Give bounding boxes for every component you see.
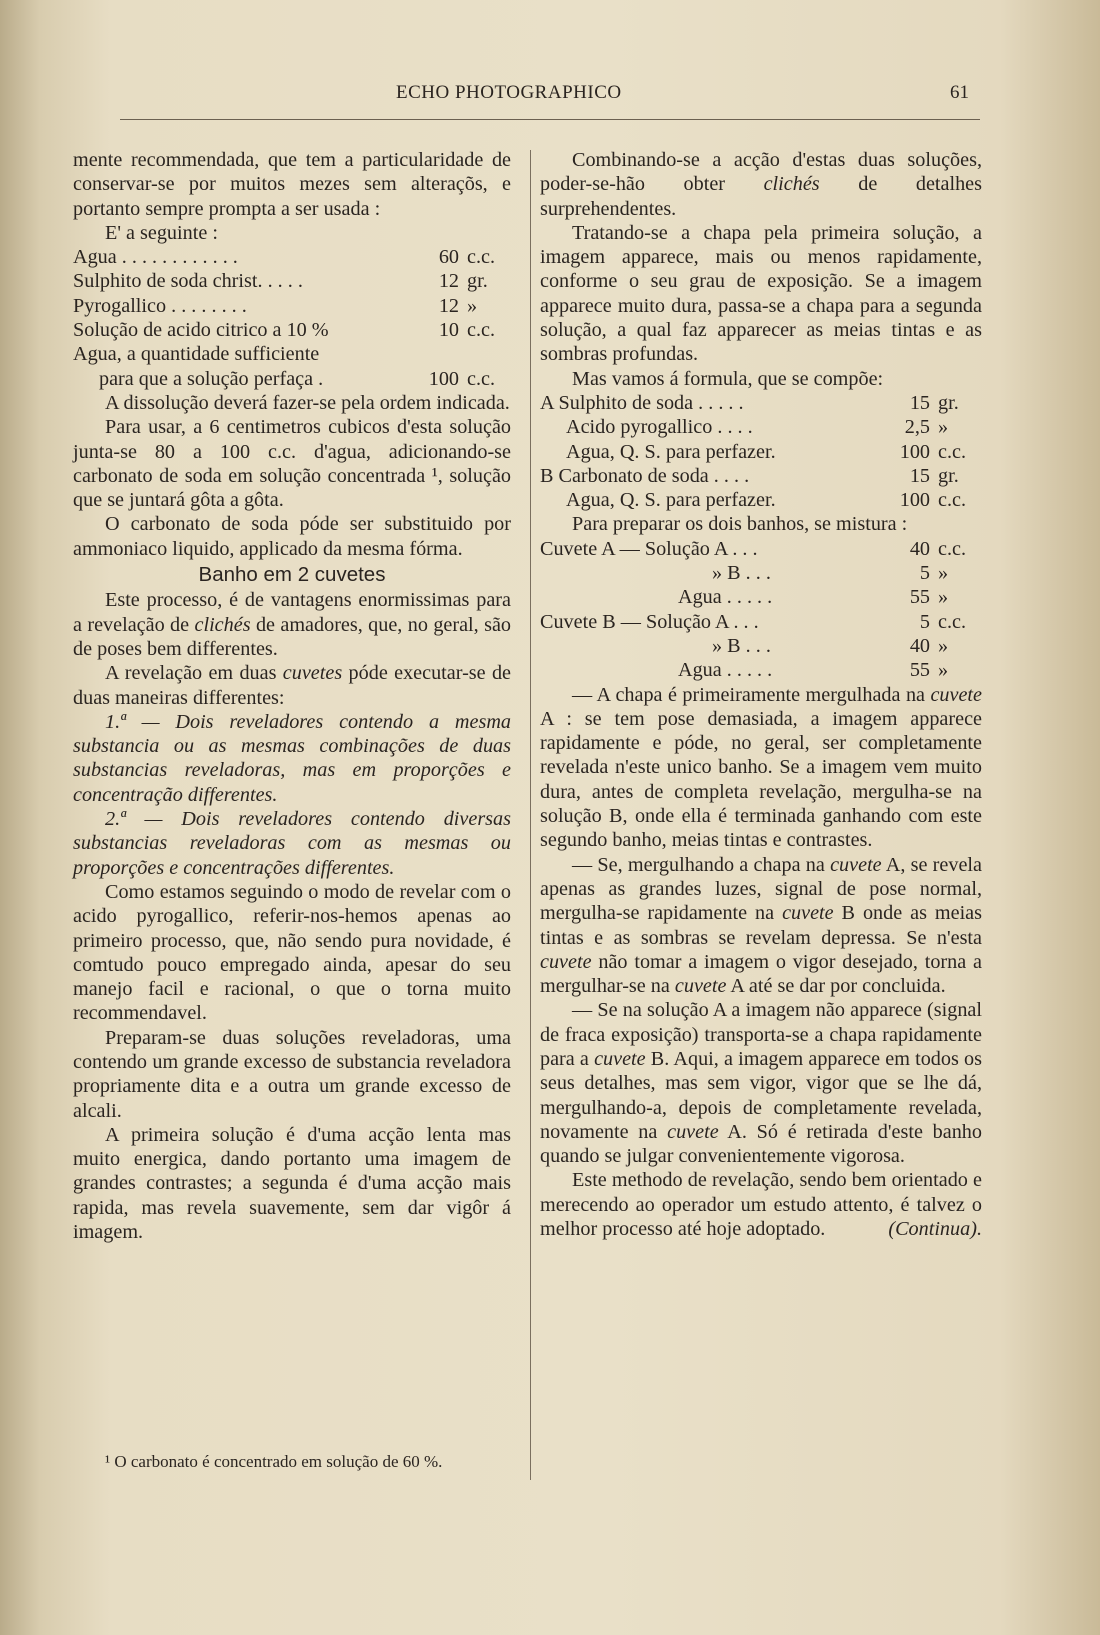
- column-divider: [530, 150, 531, 1480]
- ingredient-name: Agua, Q. S. para perfazer.: [566, 489, 776, 512]
- recipe-row: [73, 342, 511, 366]
- ingredient-unit: c.c.: [467, 319, 496, 342]
- ingredient-quantity: 15: [909, 464, 930, 487]
- ingredient-name: Agua, a quantidade sufficiente: [73, 343, 320, 366]
- footnote: [73, 1451, 513, 1473]
- recipe-row: [540, 391, 982, 415]
- ingredient-unit: »: [938, 416, 949, 439]
- ingredient-unit: »: [938, 562, 949, 585]
- recipe-row: [73, 269, 511, 293]
- ingredient-unit: »: [938, 634, 949, 657]
- footnote-text: ¹ O carbonato é concentrado em solução de 60 %.: [105, 1452, 443, 1471]
- ingredient-unit: »: [938, 586, 949, 609]
- ingredient-quantity: [409, 342, 467, 366]
- ingredient-quantity: 55: [909, 586, 930, 609]
- recipe-row: [540, 610, 982, 634]
- paragraph: A revelação em duas cuvetes póde executar-se de duas maneiras differentes:: [73, 662, 511, 709]
- ingredient-quantity: 12: [438, 270, 459, 293]
- header-rule: [120, 119, 980, 120]
- paragraph: Combinando-se a acção d'estas duas soluções, poder-se-hão obter clichés de detalhes surprehendentes.: [540, 149, 982, 220]
- recipe-row: [540, 658, 982, 682]
- ingredient-quantity: 5: [919, 562, 930, 585]
- paragraph-italic: 2.ª — Dois reveladores contendo diversas substancias reveladoras com as mesmas ou proporções e concentrações differentes.: [73, 808, 511, 879]
- ingredient-name: Agua, Q. S. para perfazer.: [566, 440, 776, 463]
- paragraph: Preparam-se duas soluções reveladoras, uma contendo um grande excesso de substancia reveladora propriamente dita e a outra um grande excesso de alcali.: [73, 1026, 511, 1122]
- paragraph: A primeira solução é d'uma acção lenta mas muito energica, dando portanto uma imagem de grandes contrastes; a segunda é d'uma acção mais rapida, mas revela suavemente, sem dar vigôr á imagem.: [73, 1123, 511, 1244]
- paragraph: Para preparar os dois banhos, se mistura :: [572, 513, 908, 536]
- ingredient-quantity: 5: [919, 610, 930, 633]
- ingredient-name: Sulphito de soda christ. . . . .: [73, 270, 303, 293]
- paragraph: Este processo, é de vantagens enormissimas para a revelação de clichés de amadores, que, no geral, são de poses bem differentes.: [73, 589, 511, 660]
- ingredient-unit: c.c.: [938, 537, 967, 560]
- ingredient-quantity: 60: [438, 246, 459, 269]
- ingredient-name: B Carbonato de soda . . . .: [540, 464, 750, 487]
- paragraph-italic: 1.ª — Dois reveladores contendo a mesma substancia ou as mesmas combinações de duas substancias reveladoras, mas em proporções e concentração differentes.: [73, 710, 511, 806]
- ingredient-name: Pyrogallico . . . . . . . .: [73, 294, 247, 317]
- paragraph: Para usar, a 6 centimetros cubicos d'esta solução junta-se 80 a 100 c.c. d'agua, adicionando-se carbonato de soda em solução concentrada ¹, solução que se juntará gôta a gôta.: [73, 416, 511, 512]
- ingredient-name: A Sulphito de soda . . . . .: [540, 391, 744, 414]
- ingredient-quantity: 40: [909, 634, 930, 657]
- recipe-row: [540, 488, 982, 512]
- ingredient-name: » B . . .: [712, 634, 771, 657]
- ingredient-unit: c.c.: [938, 610, 967, 633]
- paragraph: mente recommendada, que tem a particularidade de conservar-se por muitos mezes sem alteraçõs, e portanto sempre prompta a ser usada :: [73, 149, 511, 220]
- ingredient-unit: c.c.: [467, 246, 496, 269]
- mix-table: [540, 537, 982, 683]
- ingredient-name: Acido pyrogallico . . . .: [566, 416, 753, 439]
- recipe-row: [73, 245, 511, 269]
- recipe-row: [540, 440, 982, 464]
- ingredient-unit: c.c.: [938, 440, 967, 463]
- ingredient-quantity: 100: [428, 367, 459, 390]
- recipe-row: [73, 367, 511, 391]
- recipe-row: [540, 415, 982, 439]
- paragraph: Como estamos seguindo o modo de revelar com o acido pyrogallico, referir-nos-hemos apenas ao primeiro processo, que, não sendo pura novidade, é comtudo pouco empregado ainda, apesar do seu manejo facil e racional, o que o torna muito recommendavel.: [73, 880, 511, 1025]
- ingredient-unit: gr.: [938, 464, 959, 487]
- ingredient-unit: c.c.: [938, 489, 967, 512]
- recipe-intro: E' a seguinte :: [105, 221, 218, 244]
- ingredient-name: para que a solução perfaça .: [99, 367, 324, 390]
- ingredient-unit: »: [467, 294, 478, 317]
- running-head: [0, 82, 1100, 108]
- ingredient-unit: c.c.: [467, 367, 496, 390]
- ingredient-name: Cuvete B — Solução A . . .: [540, 610, 759, 633]
- paragraph: Mas vamos á formula, que se compõe:: [572, 367, 884, 390]
- left-column: [73, 148, 511, 1244]
- recipe-row: [540, 561, 982, 585]
- recipe-row: [540, 634, 982, 658]
- ingredient-unit: [467, 342, 511, 366]
- recipe-row: [73, 318, 511, 342]
- ingredient-unit: gr.: [467, 270, 488, 293]
- paragraph: Tratando-se a chapa pela primeira solução, a imagem apparece, mais ou menos rapidamente, conforme o seu grau de exposição. Se a imagem apparece muito dura, passa-se a chapa para a segunda solução, a qual faz apparecer as meias tintas e as sombras profundas.: [540, 221, 982, 366]
- ingredient-quantity: 15: [909, 391, 930, 414]
- section-heading: Banho em 2 cuvetes: [198, 563, 386, 587]
- publication-title: ECHO PHOTOGRAPHICO: [396, 82, 622, 103]
- ingredient-quantity: 100: [899, 440, 930, 463]
- ingredient-name: Cuvete A — Solução A . . .: [540, 537, 758, 560]
- paragraph: — A chapa é primeiramente mergulhada na cuvete A : se tem pose demasiada, a imagem apparece rapidamente e póde, no geral, ser completamente revelada n'este unico banho. Se a imagem vem muito dura, antes de completa revelação, mergulha-se na solução B, onde ella é terminada ganhando com este segundo banho, meias tintas e contrastes.: [540, 683, 982, 852]
- ingredient-unit: »: [938, 659, 949, 682]
- paragraph: — Se na solução A a imagem não apparece (signal de fraca exposição) transporta-se a chapa rapidamente para a cuvete B. Aqui, a imagem apparece em todos os seus detalhes, mas sem vigor, vigor que se lhe dá, mergulhando-a, depois de completamente revelada, novamente na cuvete A. Só é retirada d'este banho quando se julgar convenientemente vigorosa.: [540, 999, 982, 1168]
- ingredient-quantity: 10: [438, 319, 459, 342]
- ingredient-name: » B . . .: [712, 562, 771, 585]
- ingredient-quantity: 2,5: [904, 416, 930, 439]
- ingredient-quantity: 55: [909, 659, 930, 682]
- paragraph: A dissolução deverá fazer-se pela ordem indicada.: [105, 391, 510, 414]
- paragraph: O carbonato de soda póde ser substituido por ammoniaco liquido, applicado da mesma fórma.: [73, 513, 511, 560]
- ingredient-name: Agua . . . . .: [678, 586, 773, 609]
- ingredient-quantity: 100: [899, 489, 930, 512]
- continued-note: (Continua).: [888, 1218, 982, 1241]
- ingredient-name: Solução de acido citrico a 10 %: [73, 319, 329, 342]
- ingredient-quantity: 12: [438, 294, 459, 317]
- ingredient-unit: gr.: [938, 391, 959, 414]
- ingredient-name: Agua . . . . .: [678, 659, 773, 682]
- recipe-row: [540, 464, 982, 488]
- paragraph: Este methodo de revelação, sendo bem orientado e merecendo ao operador um estudo attento, é talvez o melhor processo até hoje adoptado. (Continua).: [540, 1169, 982, 1241]
- page-number: 61: [950, 82, 969, 103]
- recipe-row: [540, 585, 982, 609]
- right-column: [540, 148, 982, 1241]
- paragraph: — Se, mergulhando a chapa na cuvete A, se revela apenas as grandes luzes, signal de pose normal, mergulha-se rapidamente na cuvete B onde as meias tintas e as sombras se revelam depressa. Se n'esta cuvete não tomar a imagem o vigor desejado, torna a mergulhar-se na cuvete A até se dar por concluida.: [540, 853, 982, 998]
- recipe-row: [540, 537, 982, 561]
- recipe-table: [73, 245, 511, 391]
- formula-table: [540, 391, 982, 512]
- recipe-row: [73, 294, 511, 318]
- ingredient-name: Agua . . . . . . . . . . . .: [73, 246, 238, 269]
- ingredient-quantity: 40: [909, 537, 930, 560]
